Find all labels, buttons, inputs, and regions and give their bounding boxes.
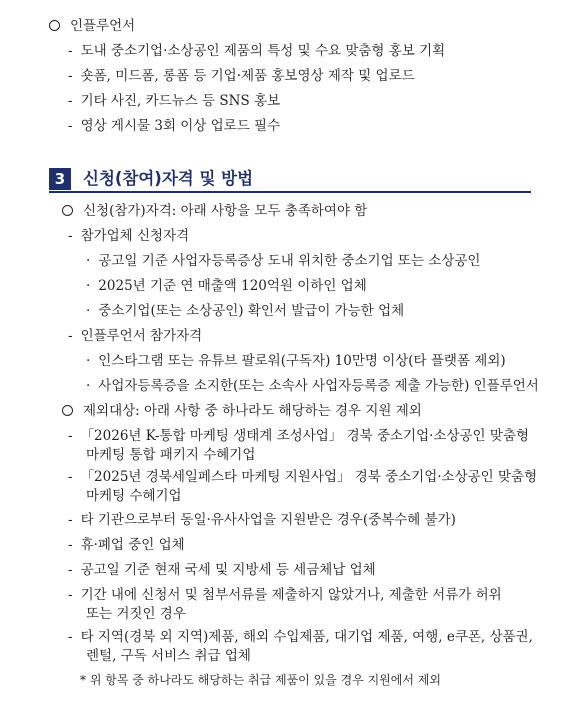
- list-item: [68, 117, 280, 135]
- dash-bullet: -: [68, 562, 73, 578]
- list-item-continuation: 또는 거짓인 경우: [86, 606, 186, 622]
- list-item-text: 공고일 기준 현재 국세 및 지방세 등 세금체납 업체: [80, 562, 376, 578]
- list-item: [68, 561, 376, 579]
- middle-dot-bullet: ·: [86, 353, 91, 369]
- dash-bullet: -: [68, 537, 73, 553]
- list-item: [68, 468, 537, 486]
- list-item-continuation: 마케팅 수혜기업: [86, 488, 182, 504]
- exclusion-heading: [62, 402, 422, 420]
- list-item-text: 「2026년 K-통합 마케팅 생태계 조성사업」 경북 중소기업·소상공인 맞춤형: [80, 428, 529, 444]
- list-item-continuation: 렌털, 구독 서비스 취급 업체: [86, 648, 251, 664]
- dash-bullet: -: [68, 428, 73, 444]
- dash-bullet: -: [68, 328, 73, 344]
- list-item-text: 숏폼, 미드폼, 롱폼 등 기업·제품 홍보영상 제작 및 업로드: [80, 68, 415, 84]
- list-item-text: 도내 중소기업·소상공인 제품의 특성 및 수요 맞춤형 홍보 기획: [80, 43, 446, 59]
- dash-bullet: -: [68, 512, 73, 528]
- influencer-heading-text: 인플루언서: [70, 18, 136, 34]
- dash-bullet: -: [68, 68, 73, 84]
- list-item-text: 「2025년 경북세일페스타 마케팅 지원사업」 경북 중소기업·소상공인 맞춤형: [80, 469, 538, 485]
- circle-bullet-icon: [62, 205, 73, 216]
- list-item-text: 공고일 기준 사업자등록증상 도내 위치한 중소기업 또는 소상공인: [98, 253, 481, 269]
- list-item: [86, 252, 480, 270]
- circle-bullet-icon: [49, 20, 60, 31]
- influencer-eligibility-label-text: 인플루언서 참가자격: [80, 328, 203, 344]
- list-item-text: 타 지역(경북 외 지역)제품, 해외 수입제품, 대기업 제품, 여행, e쿠폰, 상품권,: [80, 629, 533, 645]
- eligibility-heading-text: 신청(참가)자격: 아래 사항을 모두 충족하여야 함: [83, 203, 368, 219]
- list-item-text: 휴·폐업 중인 업체: [80, 537, 185, 553]
- list-item: [86, 277, 367, 295]
- section-title: 신청(참여)자격 및 방법: [83, 169, 254, 188]
- dash-bullet: -: [68, 469, 73, 485]
- list-item-continuation: 마케팅 통합 패키지 수혜기업: [86, 447, 256, 463]
- middle-dot-bullet: ·: [86, 278, 91, 294]
- list-item: [68, 42, 445, 60]
- list-item: [68, 427, 529, 445]
- list-item: [68, 92, 280, 110]
- footnote: * 위 항목 중 하나라도 해당하는 취급 제품이 있을 경우 지원에서 제외: [80, 673, 441, 687]
- company-eligibility-label-text: 참가업체 신청자격: [80, 228, 190, 244]
- list-item-text: 중소기업(또는 소상공인) 확인서 발급이 가능한 업체: [98, 303, 405, 319]
- list-item-text: 2025년 기준 연 매출액 120억원 이하인 업체: [98, 278, 367, 294]
- middle-dot-bullet: ·: [86, 253, 91, 269]
- list-item: [86, 377, 539, 395]
- list-item-text: 기타 사진, 카드뉴스 등 SNS 홍보: [80, 93, 281, 109]
- dash-bullet: -: [68, 228, 73, 244]
- dash-bullet: -: [68, 118, 73, 134]
- list-item-text: 타 기관으로부터 동일·유사사업을 지원받은 경우(중복수혜 불가): [80, 512, 456, 528]
- exclusion-heading-text: 제외대상: 아래 사항 중 하나라도 해당하는 경우 지원 제외: [83, 403, 422, 419]
- company-eligibility-label: [68, 227, 189, 245]
- list-item-text: 기간 내에 신청서 및 첨부서류를 제출하지 않았거나, 제출한 서류가 허위: [80, 587, 502, 603]
- eligibility-heading: [62, 202, 367, 220]
- middle-dot-bullet: ·: [86, 303, 91, 319]
- list-item-text: 사업자등록증을 소지한(또는 소속사 사업자등록증 제출 가능한) 인플루언서: [98, 378, 539, 394]
- list-item-text: 인스타그램 또는 유튜브 팔로워(구독자) 10만명 이상(타 플랫폼 제외): [98, 353, 506, 369]
- section-header: [49, 168, 531, 192]
- dash-bullet: -: [68, 629, 73, 645]
- dash-bullet: -: [68, 43, 73, 59]
- list-item: [86, 302, 404, 320]
- list-item: [68, 586, 502, 604]
- dash-bullet: -: [68, 587, 73, 603]
- circle-bullet-icon: [62, 405, 73, 416]
- section-divider: [49, 191, 531, 193]
- list-item: [68, 628, 533, 646]
- list-item: [68, 536, 185, 554]
- middle-dot-bullet: ·: [86, 378, 91, 394]
- list-item: [68, 511, 456, 529]
- list-item-text: 영상 게시물 3회 이상 업로드 필수: [80, 118, 281, 134]
- influencer-heading: [49, 17, 135, 35]
- influencer-eligibility-label: [68, 327, 202, 345]
- list-item: [86, 352, 506, 370]
- list-item: [68, 67, 415, 85]
- dash-bullet: -: [68, 93, 73, 109]
- section-number-badge: 3: [49, 168, 71, 190]
